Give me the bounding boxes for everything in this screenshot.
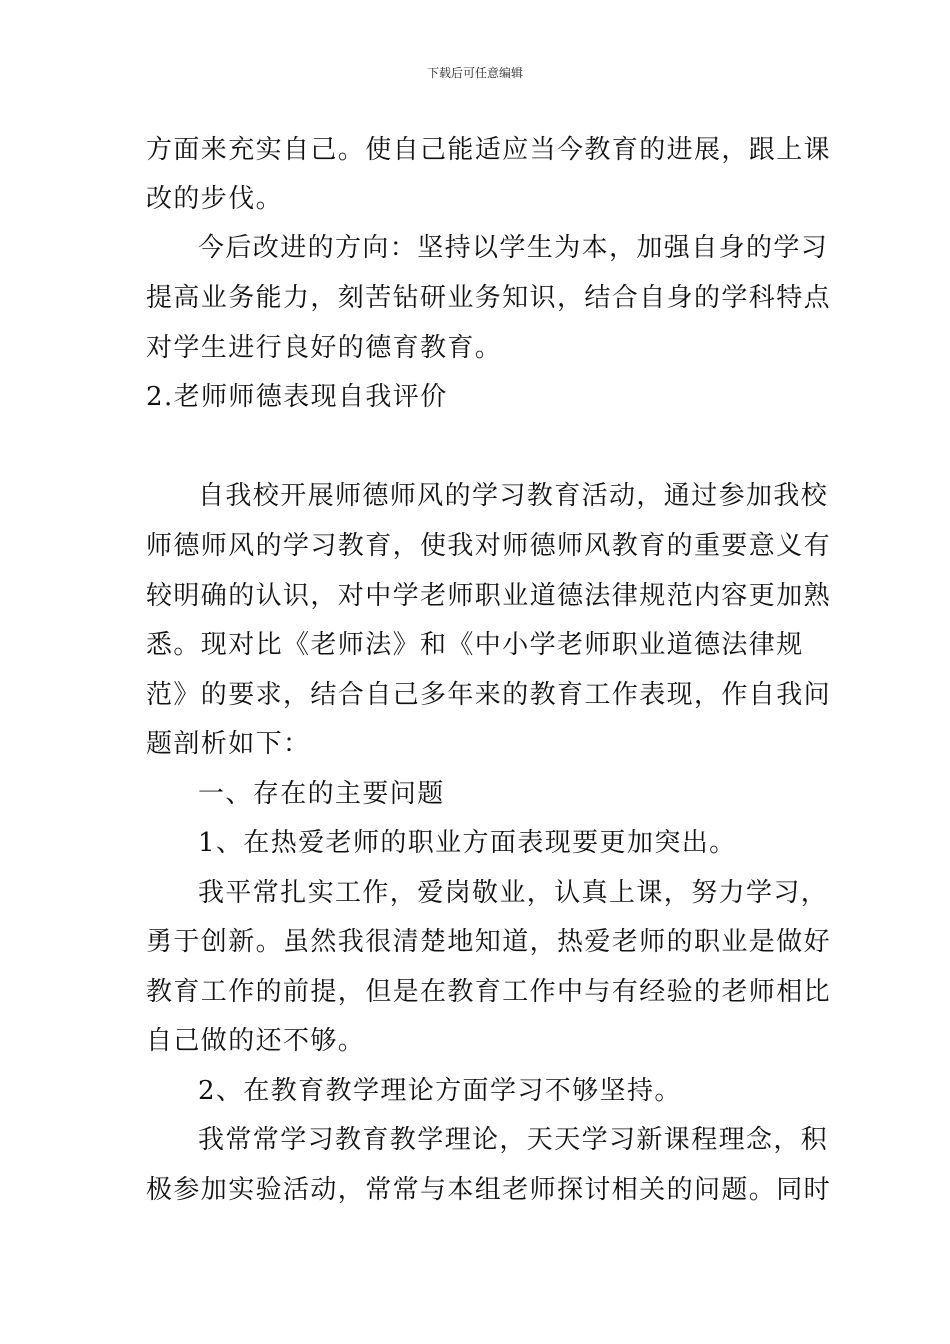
- subheading: 1、在热爱老师的职业方面表现要更加突出。: [198, 828, 737, 858]
- subheading: 一、存在的主要问题: [198, 779, 445, 809]
- subheading: 2、在教育教学理论方面学习不够坚持。: [198, 1076, 682, 1106]
- body-line: 自我校开展师德师风的学习教育活动，通过参加我校: [198, 481, 829, 511]
- section-heading: 2.老师师德表现自我评价: [146, 382, 448, 412]
- body-line: 师德师风的学习教育，使我对师德师风教育的重要意义有: [146, 531, 832, 561]
- body-line: 今后改进的方向：坚持以学生为本，加强自身的学习: [198, 233, 829, 263]
- body-line: 题剖析如下：: [146, 729, 311, 759]
- page-header: 下载后可任意编辑: [426, 66, 523, 80]
- body-line: 我常常学习教育教学理论，天天学习新课程理念，积: [198, 1125, 829, 1155]
- body-line: 悉。现对比《老师法》和《中小学老师职业道德法律规: [146, 630, 804, 660]
- body-line: 我平常扎实工作，爱岗敬业，认真上课，努力学习，: [198, 878, 829, 908]
- body-line: 方面来充实自己。使自己能适应当今教育的进展，跟上课: [146, 135, 832, 165]
- body-line: 勇于创新。虽然我很清楚地知道，热爱老师的职业是做好: [146, 927, 832, 957]
- body-line: 范》的要求，结合自己多年来的教育工作表现，作自我问: [146, 680, 832, 710]
- body-line: 改的步伐。: [146, 184, 284, 214]
- body-line: 提高业务能力，刻苦钻研业务知识，结合自身的学科特点: [146, 283, 832, 313]
- body-line: 较明确的认识，对中学老师职业道德法律规范内容更加熟: [146, 581, 832, 611]
- body-line: 教育工作的前提，但是在教育工作中与有经验的老师相比: [146, 977, 832, 1007]
- body-line: 对学生进行良好的德育教育。: [146, 333, 503, 363]
- body-line: 自己做的还不够。: [146, 1026, 366, 1056]
- body-line: 极参加实验活动，常常与本组老师探讨相关的问题。同时: [146, 1175, 832, 1205]
